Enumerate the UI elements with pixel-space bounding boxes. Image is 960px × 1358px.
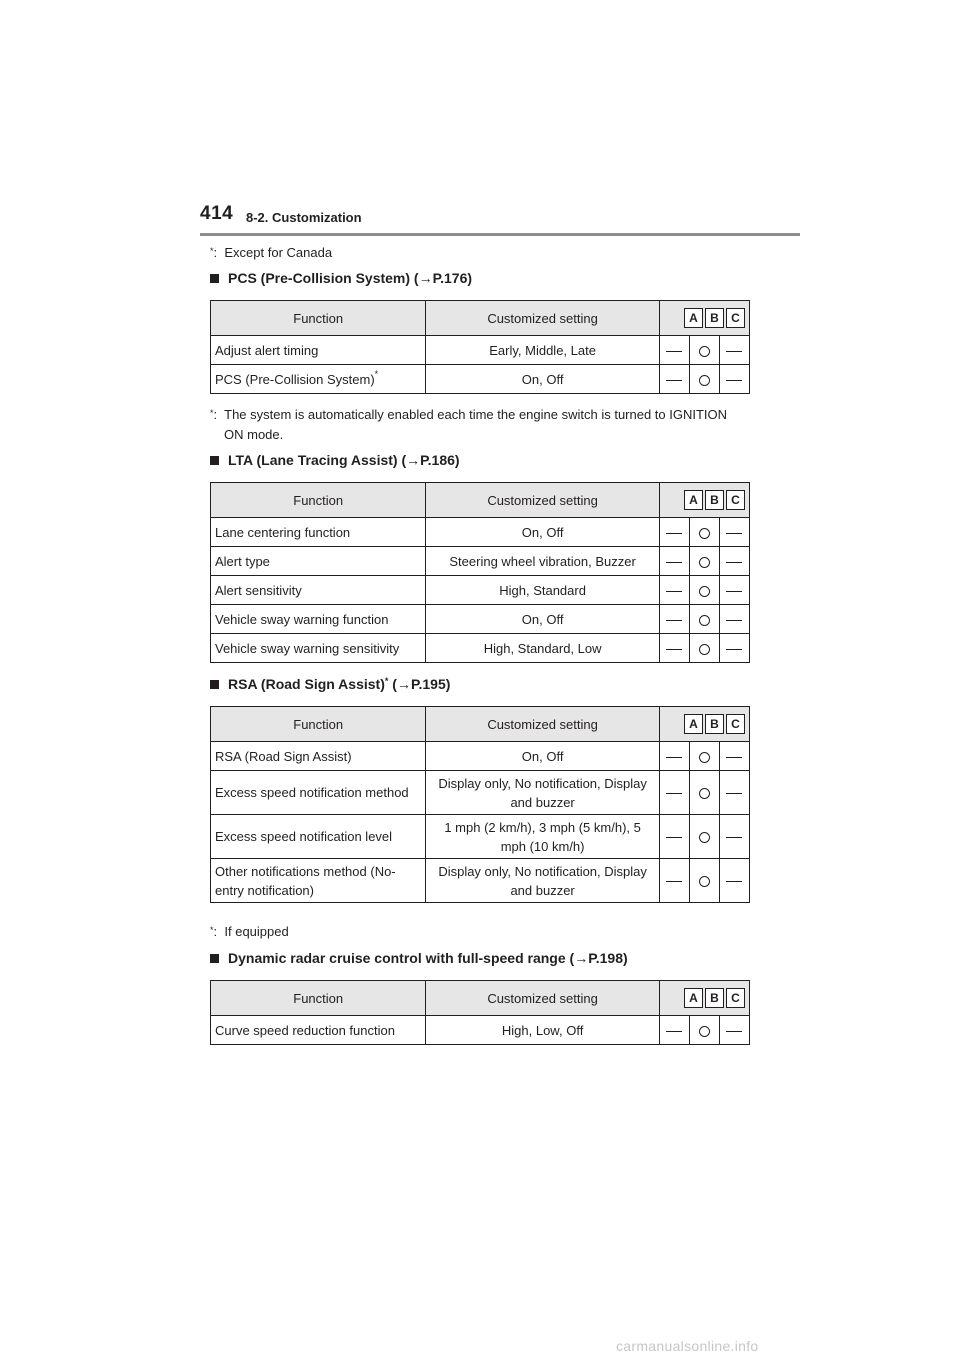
row-setting: High, Standard, Low bbox=[426, 634, 659, 663]
table-row bbox=[211, 518, 750, 547]
footnote-if-equipped: *: If equipped bbox=[210, 924, 289, 939]
row-setting: Display only, No notification, Display and buzzer bbox=[426, 859, 659, 903]
heading-rsa-title: RSA (Road Sign Assist) bbox=[228, 676, 385, 692]
col-a-label: A bbox=[684, 714, 703, 734]
table-row bbox=[211, 634, 750, 663]
mark-a-dash-icon bbox=[659, 547, 689, 576]
mark-a-dash-icon bbox=[659, 859, 689, 903]
bullet-square-icon bbox=[210, 456, 219, 465]
col-setting: Customized setting bbox=[426, 301, 659, 336]
mark-b-circle-icon bbox=[689, 547, 719, 576]
mark-c-dash-icon bbox=[719, 518, 749, 547]
row-function: Excess speed notification level bbox=[211, 815, 426, 859]
row-function: Curve speed reduction function bbox=[211, 1016, 426, 1045]
table-pcs bbox=[210, 300, 750, 394]
row-function: RSA (Road Sign Assist) bbox=[211, 742, 426, 771]
table-row bbox=[211, 859, 750, 903]
col-abc bbox=[659, 707, 749, 742]
col-a-label: A bbox=[684, 988, 703, 1008]
table-row bbox=[211, 365, 750, 394]
row-setting: Display only, No notification, Display and buzzer bbox=[426, 771, 659, 815]
asterisk-mark: * bbox=[374, 368, 379, 379]
mark-c-dash-icon bbox=[719, 742, 749, 771]
mark-c-dash-icon bbox=[719, 815, 749, 859]
row-function: Excess speed notification method bbox=[211, 771, 426, 815]
mark-c-dash-icon bbox=[719, 605, 749, 634]
col-function: Function bbox=[211, 301, 426, 336]
mark-c-dash-icon bbox=[719, 634, 749, 663]
col-c-label: C bbox=[726, 490, 745, 510]
mark-a-dash-icon bbox=[659, 634, 689, 663]
mark-b-circle-icon bbox=[689, 518, 719, 547]
footnote-text: Except for Canada bbox=[224, 245, 333, 260]
bullet-square-icon bbox=[210, 274, 219, 283]
heading-drcc-title: Dynamic radar cruise control with full-speed range (→P.198) bbox=[228, 950, 628, 966]
table-row bbox=[211, 547, 750, 576]
mark-b-circle-icon bbox=[689, 1016, 719, 1045]
row-function: Vehicle sway warning function bbox=[211, 605, 426, 634]
table-header-row bbox=[211, 981, 750, 1016]
col-b-label: B bbox=[705, 988, 724, 1008]
table-drcc bbox=[210, 980, 750, 1045]
table-row bbox=[211, 1016, 750, 1045]
mark-c-dash-icon bbox=[719, 576, 749, 605]
mark-b-circle-icon bbox=[689, 859, 719, 903]
heading-rsa-ref: (→P.195) bbox=[388, 676, 451, 692]
row-function: PCS (Pre-Collision System)* bbox=[211, 365, 426, 394]
footnote-colon: : bbox=[213, 245, 218, 260]
footnote-text: If equipped bbox=[224, 924, 289, 939]
asterisk-mark: * bbox=[384, 676, 389, 686]
col-function: Function bbox=[211, 707, 426, 742]
section-title: 8-2. Customization bbox=[246, 210, 362, 225]
mark-b-circle-icon bbox=[689, 336, 719, 365]
table-header-row bbox=[211, 707, 750, 742]
heading-drcc bbox=[210, 950, 628, 966]
row-setting: Steering wheel vibration, Buzzer bbox=[426, 547, 659, 576]
footnote-asterisk: * bbox=[210, 246, 214, 256]
heading-rsa bbox=[210, 676, 450, 692]
table-row bbox=[211, 815, 750, 859]
col-a-label: A bbox=[684, 490, 703, 510]
row-setting: On, Off bbox=[426, 365, 659, 394]
table-row bbox=[211, 771, 750, 815]
row-function: Other notifications method (No-entry notification) bbox=[211, 859, 426, 903]
mark-b-circle-icon bbox=[689, 365, 719, 394]
row-setting: Early, Middle, Late bbox=[426, 336, 659, 365]
col-function: Function bbox=[211, 483, 426, 518]
col-b-label: B bbox=[705, 490, 724, 510]
col-c-label: C bbox=[726, 714, 745, 734]
table-rsa bbox=[210, 706, 750, 903]
mark-c-dash-icon bbox=[719, 771, 749, 815]
row-setting: On, Off bbox=[426, 605, 659, 634]
table-header-row bbox=[211, 301, 750, 336]
table-header-row bbox=[211, 483, 750, 518]
bullet-square-icon bbox=[210, 680, 219, 689]
col-function: Function bbox=[211, 981, 426, 1016]
row-setting: On, Off bbox=[426, 742, 659, 771]
row-function: Alert sensitivity bbox=[211, 576, 426, 605]
col-abc bbox=[659, 301, 749, 336]
page-header bbox=[200, 203, 800, 235]
watermark: carmanualsonline.info bbox=[616, 1338, 759, 1354]
mark-a-dash-icon bbox=[659, 336, 689, 365]
heading-lta-title: LTA (Lane Tracing Assist) (→P.186) bbox=[228, 452, 460, 468]
table-lta bbox=[210, 482, 750, 663]
mark-b-circle-icon bbox=[689, 815, 719, 859]
mark-b-circle-icon bbox=[689, 634, 719, 663]
row-setting: 1 mph (2 km/h), 3 mph (5 km/h), 5 mph (10 km/h) bbox=[426, 815, 659, 859]
col-b-label: B bbox=[705, 714, 724, 734]
mark-c-dash-icon bbox=[719, 547, 749, 576]
mark-a-dash-icon bbox=[659, 605, 689, 634]
mark-a-dash-icon bbox=[659, 365, 689, 394]
col-b-label: B bbox=[705, 308, 724, 328]
footnote-except-canada bbox=[210, 243, 332, 263]
footnote-pcs-text: The system is automatically enabled each time the engine switch is turned to IGNITION bbox=[224, 407, 728, 422]
col-abc bbox=[659, 483, 749, 518]
table-row bbox=[211, 336, 750, 365]
col-a-label: A bbox=[684, 308, 703, 328]
row-setting: High, Low, Off bbox=[426, 1016, 659, 1045]
row-setting: High, Standard bbox=[426, 576, 659, 605]
mark-a-dash-icon bbox=[659, 771, 689, 815]
mark-a-dash-icon bbox=[659, 576, 689, 605]
row-function: Vehicle sway warning sensitivity bbox=[211, 634, 426, 663]
row-setting: On, Off bbox=[426, 518, 659, 547]
footnote-pcs-cont: ON mode. bbox=[224, 427, 284, 442]
mark-b-circle-icon bbox=[689, 605, 719, 634]
footnote-pcs: *: The system is automatically enabled each time the engine switch is turned to IGNITION ON mode. bbox=[210, 405, 750, 445]
mark-a-dash-icon bbox=[659, 742, 689, 771]
col-setting: Customized setting bbox=[426, 707, 659, 742]
row-function: Alert type bbox=[211, 547, 426, 576]
mark-c-dash-icon bbox=[719, 365, 749, 394]
col-setting: Customized setting bbox=[426, 483, 659, 518]
col-c-label: C bbox=[726, 308, 745, 328]
table-row bbox=[211, 576, 750, 605]
mark-c-dash-icon bbox=[719, 859, 749, 903]
mark-c-dash-icon bbox=[719, 1016, 749, 1045]
header-rule bbox=[200, 233, 800, 236]
col-setting: Customized setting bbox=[426, 981, 659, 1016]
heading-pcs bbox=[210, 270, 472, 286]
mark-b-circle-icon bbox=[689, 576, 719, 605]
mark-b-circle-icon bbox=[689, 742, 719, 771]
row-function: Lane centering function bbox=[211, 518, 426, 547]
heading-pcs-title: PCS (Pre-Collision System) (→P.176) bbox=[228, 270, 473, 286]
page-number: 414 bbox=[200, 203, 234, 224]
mark-a-dash-icon bbox=[659, 815, 689, 859]
row-function: Adjust alert timing bbox=[211, 336, 426, 365]
mark-a-dash-icon bbox=[659, 1016, 689, 1045]
mark-b-circle-icon bbox=[689, 771, 719, 815]
bullet-square-icon bbox=[210, 954, 219, 963]
mark-a-dash-icon bbox=[659, 518, 689, 547]
table-row bbox=[211, 742, 750, 771]
table-row bbox=[211, 605, 750, 634]
col-abc bbox=[659, 981, 749, 1016]
heading-lta bbox=[210, 452, 460, 468]
mark-c-dash-icon bbox=[719, 336, 749, 365]
col-c-label: C bbox=[726, 988, 745, 1008]
